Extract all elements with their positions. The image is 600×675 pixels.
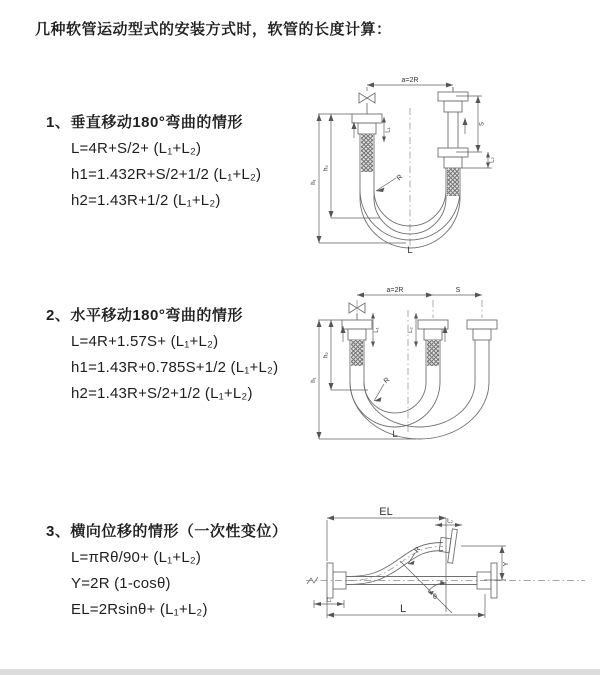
diagram-lateral-displacement [300, 500, 600, 655]
dim-label-l1: L₁ [374, 327, 380, 333]
formula-y: Y=2R (1-cosθ) [71, 575, 171, 592]
braided-hose-texture [361, 134, 373, 172]
braided-hose-texture [351, 340, 363, 366]
hose-end-fittings [342, 320, 497, 340]
dim-label-a2r: a=2R [386, 287, 404, 294]
dim-label-theta: θ [433, 594, 437, 601]
radius-callout [374, 377, 391, 402]
page-title: 几种软管运动型式的安装方式时，软管的长度计算： [35, 21, 392, 38]
dim-label-l2: L₂ [408, 327, 414, 333]
formula-h1: h1=1.43R+0.785S+1/2 (L₁+L₂) [71, 359, 279, 376]
dim-label-h1: h₁ [311, 377, 317, 383]
diagram-vertical-180-bend [310, 72, 600, 257]
section-2-heading: 2、水平移动180°弯曲的情形 [46, 307, 243, 324]
dim-label-r: R [413, 545, 423, 555]
dimension-l1 [314, 598, 344, 609]
radius-callout [376, 174, 404, 192]
formula-h1: h1=1.432R+S/2+1/2 (L₁+L₂) [71, 166, 262, 183]
right-upper-flange [438, 527, 458, 563]
displaced-s-curve-hose [346, 543, 443, 585]
dim-label-h2: h₂ [323, 352, 330, 358]
dim-label-y: Y [503, 561, 510, 567]
dim-label-l: L [392, 429, 398, 440]
dimension-a2r [367, 77, 453, 91]
dim-label-h1: h₁ [311, 179, 317, 185]
dim-label-l2: L₂ [489, 157, 496, 163]
dim-label-l: L [399, 603, 407, 615]
valve-icon [359, 93, 375, 114]
dimension-y [461, 546, 510, 580]
formula-l: L=4R+S/2+ (L₁+L₂) [71, 140, 202, 157]
formula-h2: h2=1.43R+S/2+1/2 (L₁+L₂) [71, 385, 253, 402]
section-horizontal-movement [46, 303, 336, 407]
deflection-angle-theta [400, 561, 452, 613]
dim-label-el: EL [379, 506, 393, 518]
page-bottom-edge [0, 669, 600, 675]
section-lateral-displacement [46, 519, 336, 623]
dimension-l1 [371, 313, 380, 347]
dimension-h1 [311, 114, 406, 243]
dimension-s [456, 96, 486, 152]
braided-hose-texture [447, 168, 459, 196]
dimension-l1 [382, 117, 392, 142]
dimension-h1 [311, 320, 416, 439]
formula-h2: h2=1.43R+1/2 (L₁+L₂) [71, 192, 221, 209]
dimension-l [327, 594, 485, 618]
u-bend-hose-two-positions [350, 340, 489, 439]
formula-l: L=4R+1.57S+ (L₁+L₂) [71, 333, 219, 350]
braided-hose-texture [427, 340, 439, 366]
formula-l: L=πRθ/90+ (L₁+L₂) [71, 549, 202, 566]
formula-el: EL=2Rsinθ+ (L₁+L₂) [71, 601, 208, 618]
section-vertical-movement [46, 110, 336, 214]
diagram-horizontal-180-bend [310, 282, 600, 457]
section-3-heading: 3、横向位移的情形（一次性变位） [46, 523, 288, 540]
dim-label-l1: L₁ [326, 597, 332, 604]
dimension-s [433, 287, 482, 298]
dim-label-l1: L₁ [385, 127, 392, 133]
dimension-l2 [462, 152, 496, 168]
dim-label-s: S [479, 121, 486, 127]
dimension-a2r [357, 287, 433, 298]
dim-label-r: R [382, 376, 392, 386]
dim-label-l: L [407, 245, 413, 256]
dim-label-a2r: a=2R [401, 77, 419, 84]
dim-label-r: R [395, 173, 405, 183]
dim-label-l2: L₂ [447, 518, 453, 525]
section-1-heading: 1、垂直移动180°弯曲的情形 [46, 114, 243, 131]
dim-label-h2: h₂ [323, 165, 330, 171]
dim-label-s: S [455, 287, 461, 294]
dimension-l2 [408, 313, 418, 347]
dimension-el [327, 506, 446, 612]
